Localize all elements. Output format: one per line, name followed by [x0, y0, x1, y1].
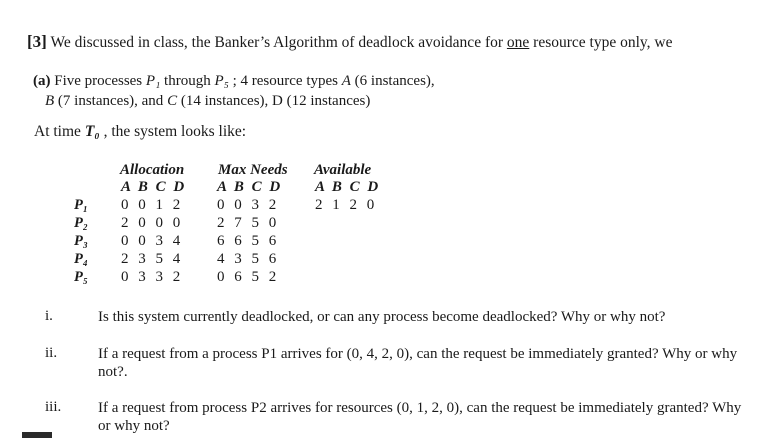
- max-needs-subheader: A B C D: [217, 179, 283, 195]
- available-subheader: A B C D: [315, 179, 381, 195]
- question-i-text: Is this system currently deadlocked, or can any process become deadlocked? Why or why not?: [98, 309, 666, 325]
- time-prefix: At time: [34, 123, 85, 140]
- process-label: P₄: [74, 251, 88, 267]
- max-needs-cell: 2 7 5 0: [217, 215, 280, 231]
- available-cell: 2 1 2 0: [315, 197, 378, 213]
- part-a-label: (a): [33, 73, 51, 89]
- max-needs-cell: 4 3 5 6: [217, 251, 280, 267]
- question-iii-text: If a request from process P2 arrives for resources (0, 1, 2, 0), can the request be immediately granted? Why or why not?: [98, 400, 742, 434]
- part-a-text: through: [160, 73, 215, 89]
- max-needs-cell: 0 6 5 2: [217, 269, 280, 285]
- available-header: Available: [314, 162, 372, 178]
- process-label: P₃: [74, 233, 88, 249]
- question-ii-label: ii.: [45, 345, 58, 361]
- part-a: [33, 71, 435, 111]
- part-a-text: (14 instances), D (12 instances): [177, 93, 371, 109]
- allocation-cell: 0 0 1 2: [121, 197, 184, 213]
- question-ii-text: If a request from a process P1 arrives for (0, 4, 2, 0), can the request be immediately granted? Why or why not?.: [98, 346, 738, 380]
- resource-a-ref: A: [341, 73, 351, 89]
- process-p5-ref: P₅: [214, 73, 229, 89]
- part-a-line1: [33, 71, 435, 91]
- allocation-cell: 0 3 3 2: [121, 269, 184, 285]
- question-text-after: resource type only, we: [529, 34, 673, 51]
- process-label: P₁: [74, 197, 88, 213]
- part-a-line2: [33, 91, 435, 111]
- question-heading: [27, 32, 672, 52]
- resource-b-ref: B: [45, 93, 55, 109]
- resource-c-ref: C: [167, 93, 178, 109]
- time-t0: T₀: [84, 123, 100, 140]
- allocation-cell: 0 0 3 4: [121, 233, 184, 249]
- process-label: P₂: [74, 215, 88, 231]
- part-a-text: ; 4 resource types: [228, 73, 342, 89]
- time-suffix: , the system looks like:: [99, 123, 247, 140]
- max-needs-cell: 0 0 3 2: [217, 197, 280, 213]
- cut-off-text-fragment: [22, 432, 52, 438]
- max-needs-header: Max Needs: [218, 162, 288, 178]
- question-underlined-word: one: [506, 34, 530, 51]
- question-number: [3]: [27, 32, 47, 51]
- time-line: [34, 123, 246, 141]
- allocation-subheader: A B C D: [121, 179, 187, 195]
- allocation-cell: 2 3 5 4: [121, 251, 184, 267]
- question-i-label: i.: [45, 308, 53, 324]
- question-text-before: We discussed in class, the Banker’s Algorithm of deadlock avoidance for: [50, 34, 507, 51]
- max-needs-cell: 6 6 5 6: [217, 233, 280, 249]
- allocation-header: Allocation: [120, 162, 185, 178]
- allocation-cell: 2 0 0 0: [121, 215, 184, 231]
- process-label: P₅: [74, 269, 88, 285]
- process-p1-ref: P₁: [145, 73, 161, 89]
- part-a-text: (6 instances),: [350, 73, 435, 89]
- part-a-text: (7 instances), and: [54, 93, 168, 109]
- question-iii-label: iii.: [45, 399, 62, 415]
- part-a-text: Five processes: [54, 73, 146, 89]
